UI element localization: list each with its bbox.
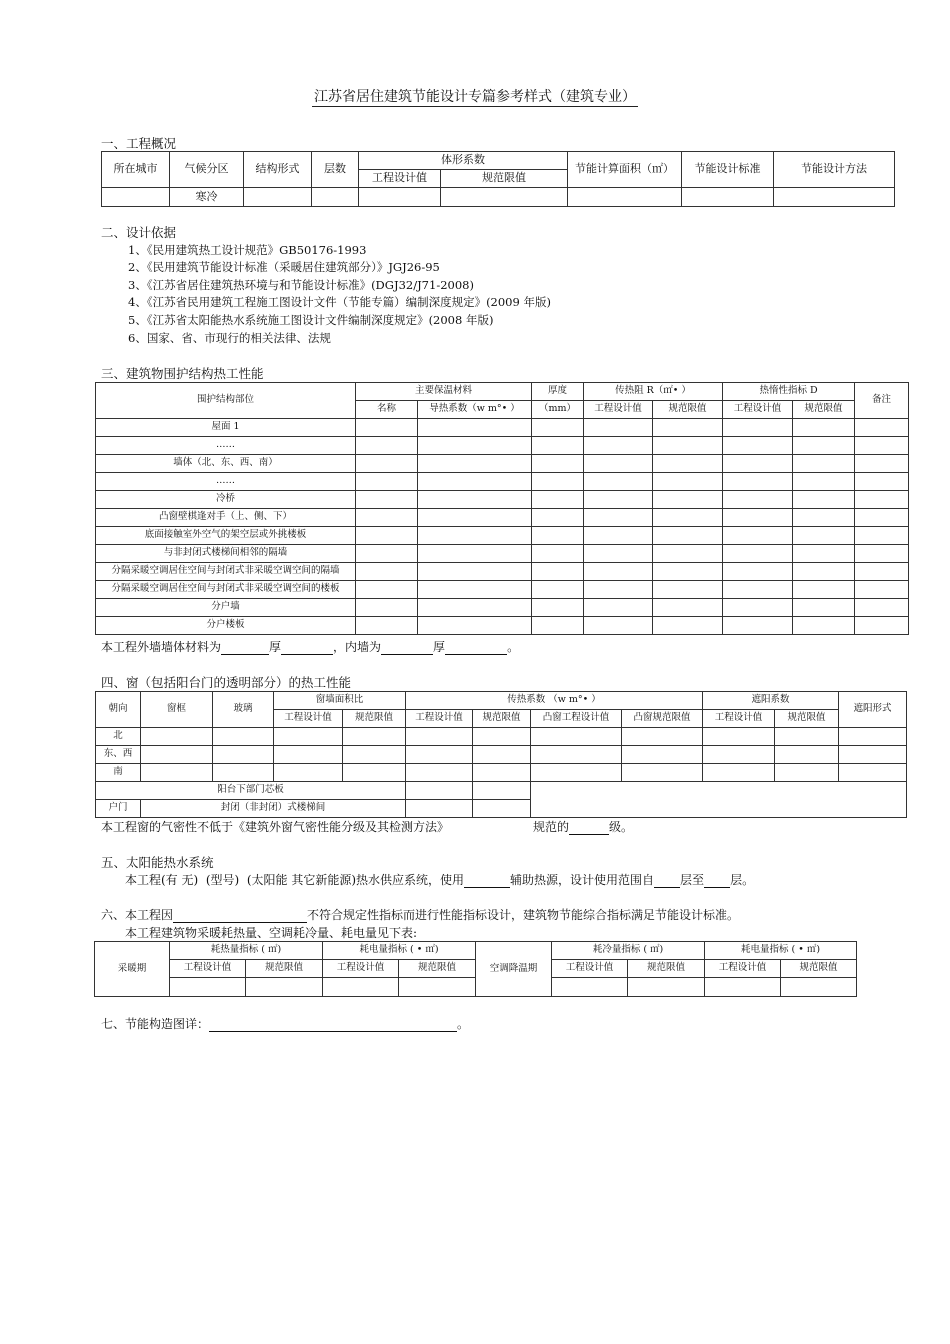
cell[interactable] xyxy=(703,728,775,746)
cell[interactable] xyxy=(356,509,418,527)
cell[interactable] xyxy=(532,617,584,635)
cell[interactable] xyxy=(532,455,584,473)
window-thermal-table xyxy=(95,691,907,818)
header-design: 工程设计值 xyxy=(552,960,628,978)
cell[interactable] xyxy=(855,617,909,635)
cell[interactable] xyxy=(723,545,793,563)
section-7 xyxy=(101,1015,469,1032)
header-cool-index: 耗冷量指标 ( ㎡) xyxy=(552,942,705,960)
row-label: 北 xyxy=(96,728,141,746)
cell[interactable] xyxy=(855,473,909,491)
table-row xyxy=(96,782,907,800)
cell[interactable] xyxy=(622,728,703,746)
cell[interactable] xyxy=(723,527,793,545)
row-label: 冷桥 xyxy=(96,491,356,509)
section-2-heading: 二、设计依据 xyxy=(101,225,177,240)
table-row xyxy=(96,545,909,563)
row-label: …… xyxy=(96,437,356,455)
header-heat-index: 耗热量指标 ( ㎡) xyxy=(170,942,323,960)
cell[interactable] xyxy=(855,491,909,509)
header-limit: 规范限值 xyxy=(775,710,839,728)
cell[interactable] xyxy=(170,978,246,997)
cell[interactable] xyxy=(653,455,723,473)
section-5-heading: 五、太阳能热水系统 xyxy=(101,855,214,870)
header-limit: 规范限值 xyxy=(781,960,857,978)
note-text: 。 xyxy=(457,1017,470,1031)
wall-material-note xyxy=(101,638,519,655)
cell[interactable] xyxy=(775,746,839,764)
cell[interactable] xyxy=(418,491,532,509)
cell[interactable] xyxy=(584,491,653,509)
section-7-heading: 七、节能构造图详： xyxy=(101,1017,210,1031)
table-row xyxy=(96,563,909,581)
cell[interactable] xyxy=(653,599,723,617)
cell[interactable] xyxy=(356,455,418,473)
cell[interactable] xyxy=(653,491,723,509)
cell[interactable] xyxy=(723,437,793,455)
header-limit: 规范限值 xyxy=(628,960,705,978)
cell[interactable] xyxy=(531,764,622,782)
cell[interactable] xyxy=(703,746,775,764)
table-row xyxy=(96,491,909,509)
cell[interactable] xyxy=(473,728,531,746)
header-design: 工程设计值 xyxy=(705,960,781,978)
header-orient: 朝向 xyxy=(96,692,141,728)
cell[interactable] xyxy=(775,728,839,746)
table-row xyxy=(96,509,909,527)
reference-item: 5、《江苏省太阳能热水系统施工图设计文件编制深度规定》(2008 年版) xyxy=(128,313,494,327)
cell[interactable] xyxy=(406,764,473,782)
header-shape-coefficient: 体形系数 xyxy=(359,152,568,170)
note-text: 六、本工程因 xyxy=(101,908,174,922)
cell[interactable] xyxy=(356,491,418,509)
cell[interactable] xyxy=(793,437,855,455)
cell[interactable] xyxy=(793,473,855,491)
cell[interactable] xyxy=(213,746,274,764)
note-text: 层。 xyxy=(730,873,755,887)
header-heat-period: 采暖期 xyxy=(95,942,170,997)
cell[interactable] xyxy=(723,491,793,509)
header-design: 工程设计值 xyxy=(170,960,246,978)
cell[interactable] xyxy=(855,545,909,563)
header-part: 围护结构部位 xyxy=(96,383,356,419)
header-remark: 备注 xyxy=(855,383,909,419)
cell[interactable] xyxy=(839,764,907,782)
cell[interactable] xyxy=(705,978,781,997)
cell[interactable] xyxy=(274,764,343,782)
reference-item: 2、《民用建筑节能设计标准（采暖居住建筑部分）》JGJ26-95 xyxy=(128,260,440,274)
note-text: 不符合规定性指标而进行性能指标设计，建筑物节能综合指标满足节能设计标准。 xyxy=(307,908,740,922)
cell[interactable] xyxy=(855,509,909,527)
header-limit: 规范限值 xyxy=(399,960,476,978)
row-label: 分户墙 xyxy=(96,599,356,617)
note-text: (太阳能 其它新能源)热水供应系统，使用 xyxy=(246,873,465,887)
cell[interactable] xyxy=(532,509,584,527)
cell[interactable] xyxy=(274,746,343,764)
header-structure: 结构形式 xyxy=(244,152,312,188)
table-row xyxy=(96,746,907,764)
cell[interactable] xyxy=(723,563,793,581)
cell[interactable] xyxy=(723,419,793,437)
cell[interactable] xyxy=(855,455,909,473)
solar-system-line xyxy=(125,871,754,888)
cell[interactable] xyxy=(356,617,418,635)
cell[interactable] xyxy=(584,545,653,563)
cell[interactable] xyxy=(584,563,653,581)
row-label: 底面接触室外空气的架空层或外挑楼板 xyxy=(96,527,356,545)
cell-method[interactable] xyxy=(774,188,895,207)
table-row xyxy=(96,437,909,455)
header-method: 节能设计方法 xyxy=(774,152,895,188)
cell[interactable] xyxy=(793,527,855,545)
row-label: 东、西 xyxy=(96,746,141,764)
row-label: 南 xyxy=(96,764,141,782)
cell[interactable] xyxy=(418,599,532,617)
envelope-thermal-table xyxy=(95,382,909,635)
cell[interactable] xyxy=(356,419,418,437)
row-label-door: 户门 xyxy=(96,800,141,818)
row-label-balcony: 阳台下部门芯板 xyxy=(96,782,406,800)
header-standard: 节能设计标准 xyxy=(682,152,774,188)
cell[interactable] xyxy=(532,419,584,437)
note-text: 本工程外墙墙体材料为 xyxy=(101,640,222,654)
header-design: 工程设计值 xyxy=(323,960,399,978)
cell[interactable] xyxy=(622,746,703,764)
outer-wall-material-blank[interactable] xyxy=(221,642,269,655)
cell[interactable] xyxy=(473,746,531,764)
cell-shape-design[interactable] xyxy=(359,188,441,207)
section-1-heading: 一、工程概况 xyxy=(101,136,177,151)
cell[interactable] xyxy=(584,581,653,599)
cell[interactable] xyxy=(356,473,418,491)
inner-wall-material-blank[interactable] xyxy=(381,642,433,655)
cell[interactable] xyxy=(653,509,723,527)
cell[interactable] xyxy=(356,527,418,545)
cell-floors[interactable] xyxy=(312,188,359,207)
row-label: …… xyxy=(96,473,356,491)
table-row xyxy=(96,527,909,545)
cell[interactable] xyxy=(141,728,213,746)
cell[interactable] xyxy=(653,473,723,491)
cell[interactable] xyxy=(703,764,775,782)
cell[interactable] xyxy=(356,563,418,581)
cell[interactable] xyxy=(406,746,473,764)
cell[interactable] xyxy=(839,746,907,764)
row-label: 与非封闭式楼梯间相邻的隔墙 xyxy=(96,545,356,563)
cell-area[interactable] xyxy=(568,188,682,207)
cell[interactable] xyxy=(653,617,723,635)
cell[interactable] xyxy=(418,473,532,491)
table-row xyxy=(96,455,909,473)
cell-city[interactable] xyxy=(102,188,170,207)
cell[interactable] xyxy=(793,581,855,599)
header-glass: 玻璃 xyxy=(213,692,274,728)
cell[interactable] xyxy=(473,782,531,800)
note-text: 本工程(有 无) xyxy=(125,873,199,887)
reference-item: 4、《江苏省民用建筑工程施工图设计文件（节能专篇）编制深度规定》(2009 年版) xyxy=(128,295,551,309)
table-row xyxy=(96,764,907,782)
cell[interactable] xyxy=(552,978,628,997)
cell[interactable] xyxy=(723,599,793,617)
cell[interactable] xyxy=(418,545,532,563)
cell[interactable] xyxy=(653,437,723,455)
cell[interactable] xyxy=(855,563,909,581)
header-floors: 层数 xyxy=(312,152,359,188)
cell[interactable] xyxy=(418,419,532,437)
header-bay-limit: 凸窗规范限值 xyxy=(622,710,703,728)
cell[interactable] xyxy=(356,437,418,455)
cell[interactable] xyxy=(584,455,653,473)
cell[interactable] xyxy=(723,581,793,599)
header-d-limit: 规范限值 xyxy=(793,401,855,419)
cell[interactable] xyxy=(653,527,723,545)
cell[interactable] xyxy=(323,978,399,997)
aux-heat-blank[interactable] xyxy=(464,875,510,888)
row-label: 分隔采暖空调居住空间与封闭式非采暖空调空间的隔墙 xyxy=(96,563,356,581)
cell[interactable] xyxy=(531,728,622,746)
cell[interactable] xyxy=(532,527,584,545)
cell[interactable] xyxy=(418,437,532,455)
table-row xyxy=(96,581,909,599)
cell[interactable] xyxy=(213,764,274,782)
cell[interactable] xyxy=(628,978,705,997)
cell[interactable] xyxy=(356,599,418,617)
header-conductivity: 导热系数（w m°• ） xyxy=(418,401,532,419)
cell[interactable] xyxy=(532,473,584,491)
cell[interactable] xyxy=(653,563,723,581)
header-r-limit: 规范限值 xyxy=(653,401,723,419)
cell[interactable] xyxy=(473,800,531,818)
cell[interactable] xyxy=(343,746,406,764)
cell[interactable] xyxy=(343,764,406,782)
cell[interactable] xyxy=(622,764,703,782)
cell[interactable] xyxy=(653,419,723,437)
outer-wall-thickness-blank[interactable] xyxy=(281,642,333,655)
header-limit: 规范限值 xyxy=(246,960,323,978)
cell[interactable] xyxy=(532,599,584,617)
note-text: 。 xyxy=(507,640,520,654)
header-shade-form: 遮阳形式 xyxy=(839,692,907,728)
cell[interactable] xyxy=(418,563,532,581)
row-label: 凸窗壁棋逢对手（上、侧、下） xyxy=(96,509,356,527)
cell[interactable] xyxy=(532,545,584,563)
cell[interactable] xyxy=(532,437,584,455)
cell[interactable] xyxy=(532,563,584,581)
header-shade: 遮阳系数 xyxy=(703,692,839,710)
cell[interactable] xyxy=(793,491,855,509)
airtightness-note xyxy=(101,818,633,835)
cell[interactable] xyxy=(855,527,909,545)
header-bay-design: 凸窗工程设计值 xyxy=(531,710,622,728)
section-4-heading: 四、窗（包括阳台门的透明部分）的热工性能 xyxy=(101,675,352,690)
cell[interactable] xyxy=(855,419,909,437)
row-label-door-desc: 封闭（非封闭）式楼梯间 xyxy=(141,800,406,818)
header-design: 工程设计值 xyxy=(274,710,343,728)
table-row xyxy=(96,728,907,746)
header-cool-period: 空调降温期 xyxy=(476,942,552,997)
reference-item: 1、《民用建筑热工设计规范》GB50176-1993 xyxy=(128,243,367,257)
cell-shape-limit[interactable] xyxy=(441,188,568,207)
cell[interactable] xyxy=(584,599,653,617)
cell[interactable] xyxy=(418,617,532,635)
cell[interactable] xyxy=(584,617,653,635)
header-inertia: 热惰性指标 D xyxy=(723,383,855,401)
header-resistance: 传热阻 R（㎡• ） xyxy=(584,383,723,401)
airtightness-level-blank[interactable] xyxy=(569,822,609,835)
section-6-heading xyxy=(101,906,739,923)
cell[interactable] xyxy=(653,581,723,599)
row-label: 墙体（北、东、西、南） xyxy=(96,455,356,473)
cell[interactable] xyxy=(723,617,793,635)
header-design: 工程设计值 xyxy=(703,710,775,728)
cell[interactable] xyxy=(781,978,857,997)
cell[interactable] xyxy=(584,527,653,545)
cell[interactable] xyxy=(584,419,653,437)
reason-blank[interactable] xyxy=(173,910,307,923)
header-thickness: 厚度 xyxy=(532,383,584,401)
cell[interactable] xyxy=(793,455,855,473)
header-d-design: 工程设计值 xyxy=(723,401,793,419)
cell[interactable] xyxy=(356,545,418,563)
row-label: 屋面 1 xyxy=(96,419,356,437)
header-frame: 窗框 xyxy=(141,692,213,728)
cell[interactable] xyxy=(418,455,532,473)
note-text: 厚 xyxy=(269,640,282,654)
header-climate: 气候分区 xyxy=(170,152,244,188)
header-shape-limit: 规范限值 xyxy=(441,170,568,188)
cell[interactable] xyxy=(356,581,418,599)
cell-climate[interactable]: 寒冷 xyxy=(170,188,244,207)
floor-from-blank[interactable] xyxy=(654,875,680,888)
header-elec-index: 耗电量指标 ( • ㎡) xyxy=(323,942,476,960)
table-row xyxy=(96,419,909,437)
row-label: 分户楼板 xyxy=(96,617,356,635)
page-title: 江苏省居住建筑节能设计专篇参考样式（建筑专业） xyxy=(314,89,636,105)
header-material: 主要保温材料 xyxy=(356,383,532,401)
cell[interactable] xyxy=(399,978,476,997)
header-r-design: 工程设计值 xyxy=(584,401,653,419)
cell[interactable] xyxy=(418,581,532,599)
table-row xyxy=(96,473,909,491)
header-k: 传热系数 （w m°• ） xyxy=(406,692,703,710)
project-overview-table xyxy=(101,151,895,207)
note-text: 规范的 xyxy=(533,820,570,834)
header-name: 名称 xyxy=(356,401,418,419)
header-area: 节能计算面积（㎡） xyxy=(568,152,682,188)
cell[interactable] xyxy=(793,617,855,635)
cell[interactable] xyxy=(213,728,274,746)
note-text: 级。 xyxy=(609,820,634,834)
cell[interactable] xyxy=(406,728,473,746)
cell[interactable] xyxy=(855,581,909,599)
cell-structure[interactable] xyxy=(244,188,312,207)
cell[interactable] xyxy=(793,545,855,563)
table-row xyxy=(96,617,909,635)
floor-to-blank[interactable] xyxy=(704,875,730,888)
header-thickness-unit: （mm） xyxy=(532,401,584,419)
cell[interactable] xyxy=(141,746,213,764)
cell[interactable] xyxy=(653,545,723,563)
header-elec-index-2: 耗电量指标 ( • ㎡) xyxy=(705,942,857,960)
cell[interactable] xyxy=(839,728,907,746)
empty-block xyxy=(531,782,907,818)
header-limit: 规范限值 xyxy=(343,710,406,728)
cell[interactable] xyxy=(274,728,343,746)
cell[interactable] xyxy=(584,437,653,455)
cell[interactable] xyxy=(775,764,839,782)
cell[interactable] xyxy=(406,782,473,800)
table-row xyxy=(96,599,909,617)
cell[interactable] xyxy=(793,509,855,527)
reference-item: 6、国家、省、市现行的相关法律、法规 xyxy=(128,331,331,345)
cell[interactable] xyxy=(855,599,909,617)
cell[interactable] xyxy=(793,419,855,437)
note-text: 厚 xyxy=(433,640,446,654)
cell[interactable] xyxy=(584,509,653,527)
header-shape-design: 工程设计值 xyxy=(359,170,441,188)
cell[interactable] xyxy=(418,509,532,527)
cell[interactable] xyxy=(532,491,584,509)
cell[interactable] xyxy=(473,764,531,782)
cell[interactable] xyxy=(584,473,653,491)
cell[interactable] xyxy=(793,599,855,617)
header-design: 工程设计值 xyxy=(406,710,473,728)
note-text: 本工程窗的气密性不低于《建筑外窗气密性能分级及其检测方法》 xyxy=(101,820,450,834)
section-6-sub: 本工程建筑物采暖耗热量、空调耗冷量、耗电量见下表: xyxy=(125,926,418,940)
cell[interactable] xyxy=(723,455,793,473)
detail-drawing-blank[interactable] xyxy=(209,1019,457,1032)
note-text: 辅助热源，设计使用范围自 xyxy=(510,873,655,887)
cell[interactable] xyxy=(343,728,406,746)
cell[interactable] xyxy=(723,509,793,527)
cell[interactable] xyxy=(246,978,323,997)
cell[interactable] xyxy=(418,527,532,545)
note-text: (型号) xyxy=(205,873,240,887)
note-text: ，内墙为 xyxy=(333,640,382,654)
header-limit: 规范限值 xyxy=(473,710,531,728)
energy-consumption-table xyxy=(94,941,857,997)
inner-wall-thickness-blank[interactable] xyxy=(445,642,507,655)
cell[interactable] xyxy=(793,563,855,581)
cell-standard[interactable] xyxy=(682,188,774,207)
cell[interactable] xyxy=(531,746,622,764)
cell[interactable] xyxy=(723,473,793,491)
cell[interactable] xyxy=(141,764,213,782)
cell[interactable] xyxy=(406,800,473,818)
section-3-heading: 三、建筑物围护结构热工性能 xyxy=(101,366,264,381)
note-text: 层至 xyxy=(680,873,705,887)
cell[interactable] xyxy=(532,581,584,599)
header-ratio: 窗墙面积比 xyxy=(274,692,406,710)
cell[interactable] xyxy=(855,437,909,455)
row-label: 分隔采暖空调居住空间与封闭式非采暖空调空间的楼板 xyxy=(96,581,356,599)
header-city: 所在城市 xyxy=(102,152,170,188)
reference-item: 3、《江苏省居住建筑热环境与和节能设计标准》(DGJ32/J71-2008) xyxy=(128,278,474,292)
